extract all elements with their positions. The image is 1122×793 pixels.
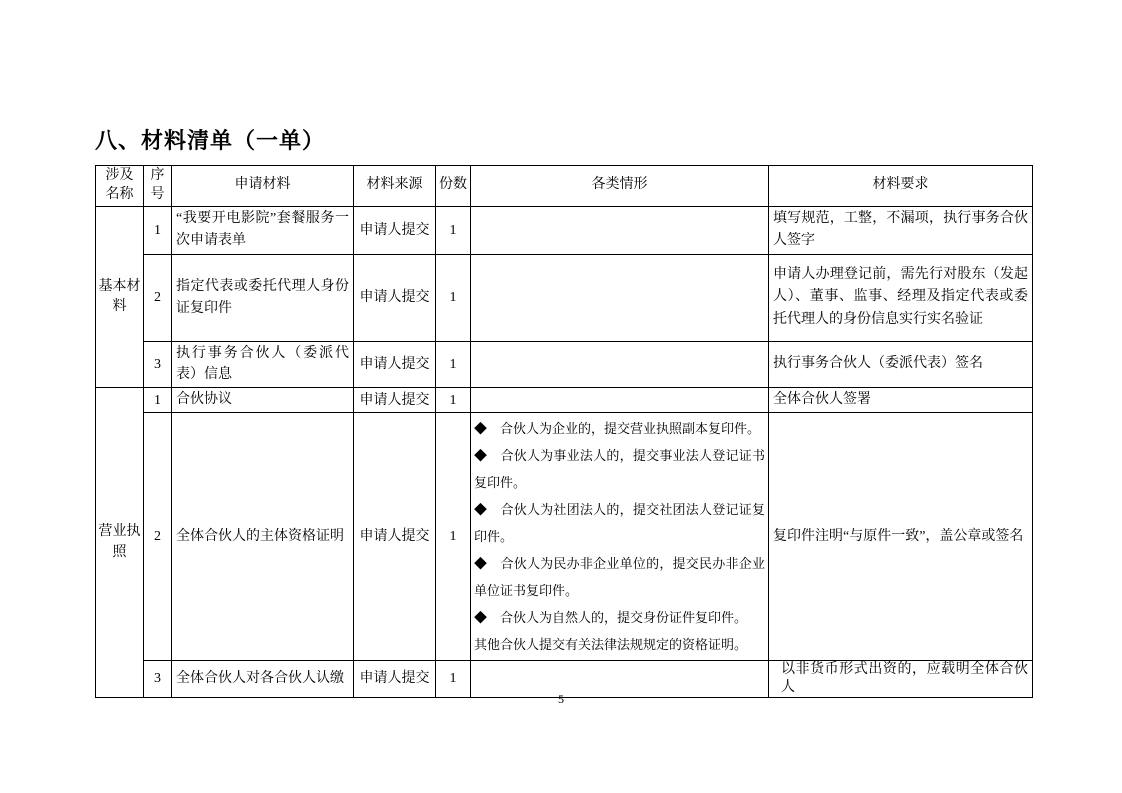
- cell-requirements: 执行事务合伙人（委派代表）签名: [769, 341, 1033, 387]
- cell-material-source: 申请人提交: [354, 387, 436, 412]
- page-number: 5: [558, 692, 564, 706]
- cell-copies: 1: [436, 254, 471, 341]
- situation-item: ◆ 合伙人为事业法人的，提交事业法人登记证书复印件。: [474, 448, 765, 491]
- cell-application-material: 全体合伙人的主体资格证明: [172, 413, 354, 661]
- cell-situations: [471, 206, 769, 254]
- page-title: 八、材料清单（一单）: [95, 128, 326, 153]
- cell-serial-number: 3: [144, 661, 172, 698]
- cell-copies: 1: [436, 413, 471, 661]
- header-requirements: 材料要求: [769, 166, 1033, 207]
- situation-item: ◆ 合伙人为企业的，提交营业执照副本复印件。: [474, 421, 761, 437]
- cell-copies: 1: [436, 387, 471, 412]
- cell-situations: [471, 341, 769, 387]
- cell-situations: [471, 254, 769, 341]
- table-row: [96, 206, 1033, 254]
- table-header-row: [96, 166, 1033, 207]
- cell-serial-number: 2: [144, 254, 172, 341]
- cell-requirements: 全体合伙人签署: [769, 387, 1033, 412]
- cell-material-source: 申请人提交: [354, 413, 436, 661]
- cell-application-material: 全体合伙人对各合伙人认缴: [172, 661, 354, 698]
- table-row: [96, 254, 1033, 341]
- cell-material-source: 申请人提交: [354, 254, 436, 341]
- section-name-business-license: 营业执照: [96, 387, 144, 697]
- materials-table: [95, 165, 1033, 698]
- cell-requirements: 复印件注明“与原件一致”，盖公章或签名: [769, 413, 1033, 661]
- cell-requirements: 申请人办理登记前，需先行对股东（发起人）、董事、监事、经理及指定代表或委托代理人的身份信息实行实名验证: [769, 254, 1033, 341]
- situation-item: ◆ 合伙人为社团法人的，提交社团法人登记证复印件。: [474, 502, 765, 545]
- cell-material-source: 申请人提交: [354, 341, 436, 387]
- situation-item: 其他合伙人提交有关法律法规规定的资格证明。: [474, 637, 748, 653]
- cell-material-source: 申请人提交: [354, 206, 436, 254]
- header-copies: 份数: [436, 166, 471, 207]
- cell-requirements: 填写规范，工整，不漏项，执行事务合伙人签字: [769, 206, 1033, 254]
- cell-serial-number: 1: [144, 206, 172, 254]
- table-row: [96, 387, 1033, 412]
- cell-material-source: 申请人提交: [354, 661, 436, 698]
- situation-item: ◆ 合伙人为民办非企业单位的，提交民办非企业单位证书复印件。: [474, 556, 765, 599]
- situation-item: ◆ 合伙人为自然人的，提交身份证件复印件。: [474, 610, 748, 626]
- cell-serial-number: 3: [144, 341, 172, 387]
- cell-application-material: “我要开电影院”套餐服务一次申请表单: [172, 206, 354, 254]
- table-row: [96, 413, 1033, 661]
- cell-situations: [471, 387, 769, 412]
- section-name-basic-materials: 基本材料: [96, 206, 144, 387]
- header-involved-name: 涉及名称: [96, 166, 144, 207]
- cell-application-material: 指定代表或委托代理人身份证复印件: [172, 254, 354, 341]
- cell-serial-number: 1: [144, 387, 172, 412]
- cell-copies: 1: [436, 206, 471, 254]
- cell-serial-number: 2: [144, 413, 172, 661]
- cell-application-material: 执行事务合伙人（委派代表）信息: [172, 341, 354, 387]
- cell-application-material: 合伙协议: [172, 387, 354, 412]
- table-row: [96, 341, 1033, 387]
- cell-situations: [471, 413, 769, 661]
- header-material-source: 材料来源: [354, 166, 436, 207]
- header-application-material: 申请材料: [172, 166, 354, 207]
- header-serial-number: 序号: [144, 166, 172, 207]
- cell-copies: 1: [436, 341, 471, 387]
- cell-copies: 1: [436, 661, 471, 698]
- header-situations: 各类情形: [471, 166, 769, 207]
- cell-requirements: 以非货币形式出资的，应载明全体合伙人: [769, 661, 1033, 698]
